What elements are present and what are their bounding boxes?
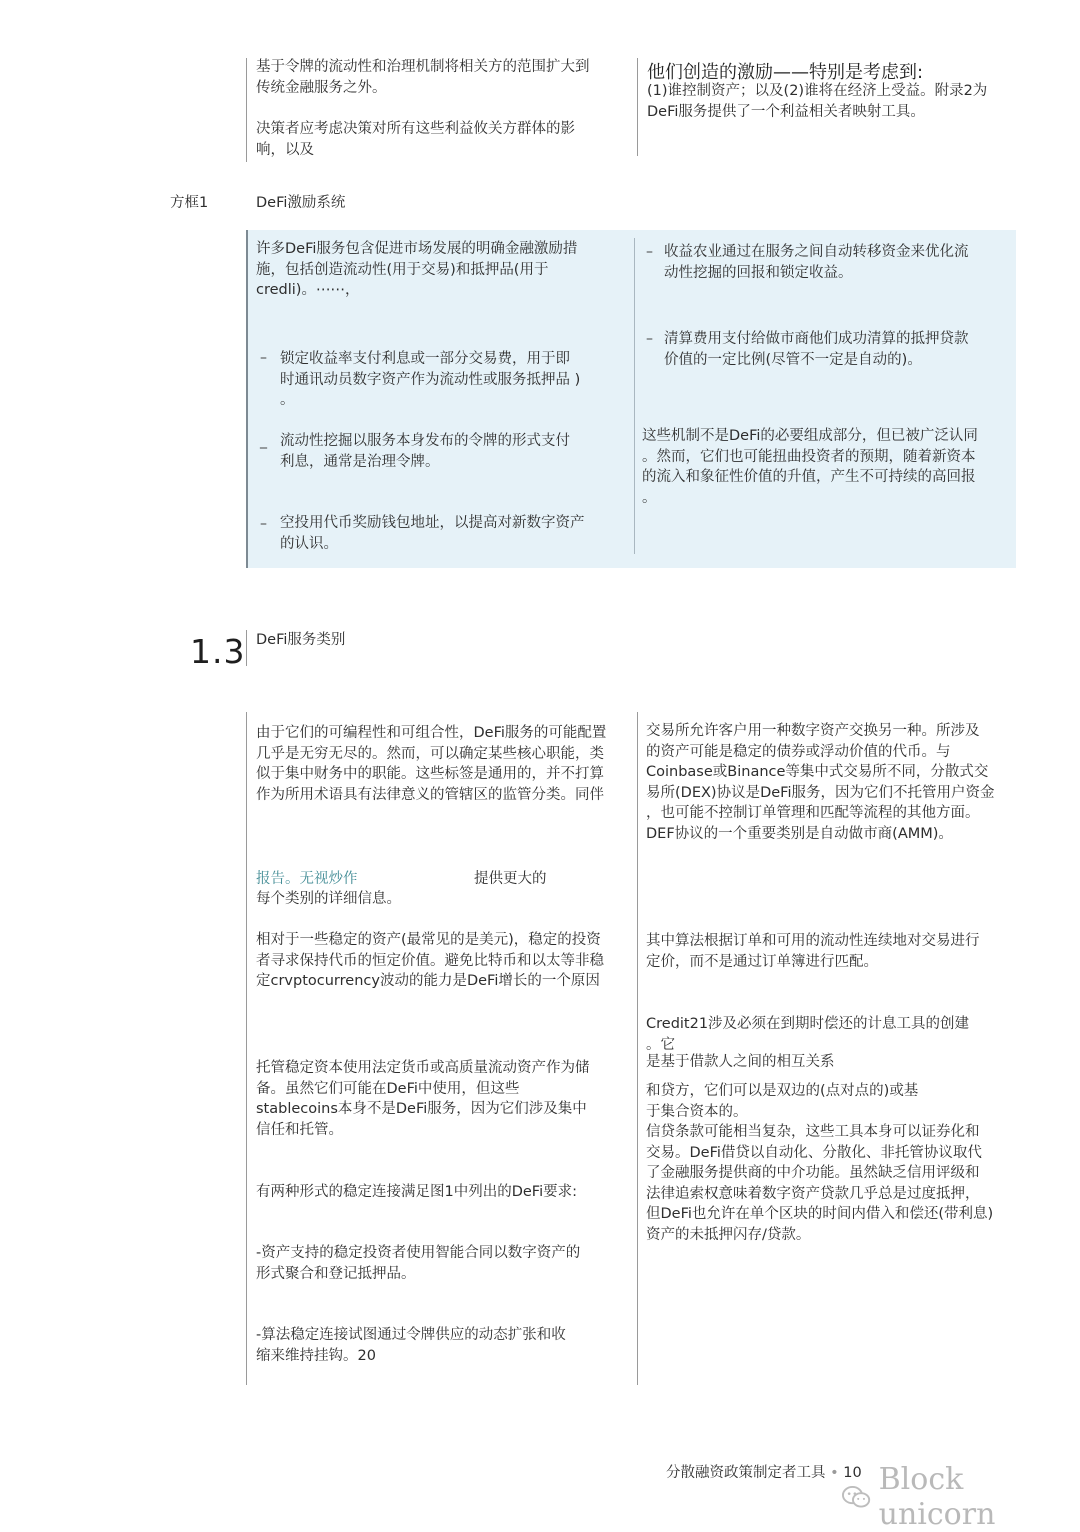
box-left-item-2: 流动性挖掘以服务本身发布的令牌的形式支付 利息，通常是治理令牌。 (280, 433, 570, 470)
asset-backed-paragraph: -资产支持的稳定投资者使用智能合同以数字资产的 形式聚合和登记抵押品。 (256, 1245, 581, 1282)
footer-page-label (666, 1461, 862, 1482)
report-rest: 提供更大的 (474, 871, 547, 887)
report-link[interactable]: 报告。无视炒作 (256, 871, 358, 887)
box-left-dash-3: – (260, 516, 267, 532)
top-right-heading: 他们创造的激励——特别是考虑到: (647, 62, 924, 83)
box-right-dash-2: – (646, 331, 653, 347)
section-number-rule (246, 630, 247, 666)
footer-title: 分散融资政策制定者工具 (666, 1465, 826, 1481)
incentive-box (246, 230, 1016, 568)
box-label: 方框1 (170, 195, 209, 211)
stablecoins-paragraph: 相对于一些稳定的资产(最常见的是美元)，稳定的投资 者寻求保持代币的恒定价值。避免比特币和以太等非稳 定crvptocurrency波动的能力是DeFi增长的一个原因 (256, 932, 604, 989)
watermark-logo (842, 1462, 1080, 1532)
box-right-item-2: 清算费用支付给做市商他们成功清算的抵押贷款 价值的一定比例(尽管不一定是自动的)。 (664, 331, 969, 368)
top-left-paragraph-2: 决策者应考虑决策对所有这些利益攸关方群体的影 响，以及 (256, 121, 575, 158)
section-number: 1.3 (190, 632, 246, 671)
algorithmic-paragraph: -算法稳定连接试图通过令牌供应的动态扩张和收 缩来维持挂钩。20 (256, 1327, 566, 1364)
stable-forms-paragraph: 有两种形式的稳定连接满足图1中列出的DeFi要求: (256, 1184, 578, 1200)
box-left-dash-1: – (260, 350, 267, 366)
chat-bubble-icon (842, 1484, 871, 1510)
left-column-rule (246, 712, 247, 1385)
box-left-intro: 许多DeFi服务包含促进市场发展的明确金融激励措 施，包括创造流动性(用于交易)和抵押品(用于 credli)。⋯⋯， (256, 241, 578, 298)
credit-paragraph-2: 是基于借款人之间的相互关系 (646, 1054, 835, 1070)
report-line-2: 每个类别的详细信息。 (256, 891, 401, 907)
custodial-stable-paragraph: 托管稳定资本使用法定货币或高质量流动资产作为储 备。虽然它们可能在DeFi中使用，但这些 stablecoins本身不是DeFi服务，因为它们涉及集中 信任和托管。 (256, 1060, 590, 1138)
right-column-rule (637, 712, 638, 1385)
footer-separator: • (830, 1465, 839, 1481)
box-column-divider (634, 238, 635, 554)
watermark-text: Block unicorn (878, 1462, 996, 1532)
box-left-dash-2: _ (260, 433, 267, 449)
section-title: DeFi服务类别 (256, 632, 346, 648)
footer-page-number: 10 (843, 1465, 862, 1481)
top-left-rule (246, 58, 247, 162)
box-left-item-3: 空投用代币奖励钱包地址，以提高对新数字资产 的认识。 (280, 515, 585, 552)
box-right-item-1: 收益农业通过在服务之间自动转移资金来优化流 动性挖掘的回报和锁定收益。 (664, 244, 969, 281)
box-title: DeFi激励系统 (256, 195, 346, 211)
box-left-item-1: 锁定收益率支付利息或一部分交易费，用于即 时通讯动员数字资产作为流动性或服务抵押品 ) 。 (280, 351, 581, 408)
amm-paragraph: 其中算法根据订单和可用的流动性连续地对交易进行 定价，而不是通过订单簿进行匹配。 (646, 933, 980, 970)
credit-paragraph-1: Credit21涉及必须在到期时偿还的计息工具的创建 。它 (646, 1016, 970, 1053)
top-right-paragraph: (1)谁控制资产；以及(2)谁将在经济上受益。附录2为 DeFi服务提供了一个利益相关者映射工具。 (647, 83, 988, 120)
exchanges-paragraph: 交易所允许客户用一种数字资产交换另一种。所涉及 的资产可能是稳定的债券或浮动价值的代币。与 Coinbase或Binance等集中式交易所不同，分散式交 易所(DEX)协议是DeFi服务，因为它们不托管用户资金 ，也可能不控制订单管理和匹配等流程的其他方面。 DEF协议的一个重要类别是自动做市商(AMM)。 (646, 723, 995, 842)
credit-paragraph-3: 和贷方，它们可以是双边的(点对点的)或基 于集合资本的。 信贷条款可能相当复杂，这些工具本身可以证券化和 交易。DeFi借贷以自动化、分散化、非托管协议取代 了金融服务提供商的中介功能。虽然缺乏信用评级和 法律追索权意味着数字资产贷款几乎总是过度抵押， 但DeFi也允许在单个区块的时间内借入和偿还(带利息) 资产的未抵押闪存/贷款。 (646, 1083, 994, 1243)
top-right-rule (637, 58, 638, 156)
box-right-dash-1: – (646, 244, 653, 260)
box-right-note: 这些机制不是DeFi的必要组成部分，但已被广泛认同 。然而，它们也可能扭曲投资者的预期，随着新资本 的流入和象征性价值的升值，产生不可持续的高回报 。 (642, 428, 978, 506)
categories-intro: 由于它们的可编程性和可组合性，DeFi服务的可能配置 几乎是无穷无尽的。然而，可以确定某些核心职能，类 似于集中财务中的职能。这些标签是通用的，并不打算 作为所用术语具有法律意义的管辖区的监管分类。同伴 (256, 725, 607, 803)
top-left-paragraph-1: 基于令牌的流动性和治理机制将相关方的范围扩大到 传统金融服务之外。 (256, 59, 590, 96)
